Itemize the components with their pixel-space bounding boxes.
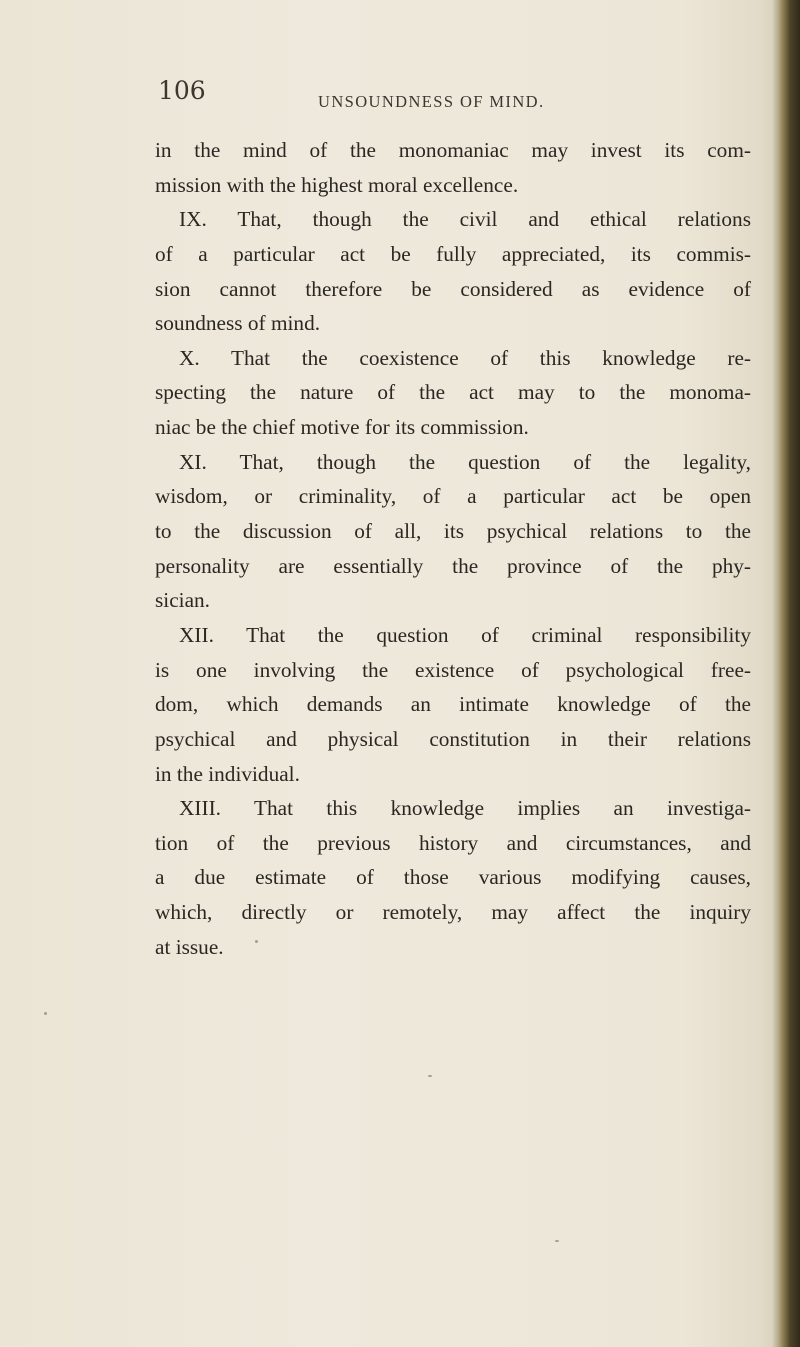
paper-speck (555, 1240, 559, 1242)
text-line: of a particular act be fully appreciated, its commis- (155, 241, 751, 266)
text-line: tion of the previous history and circumstances, and (155, 830, 751, 855)
text-line: a due estimate of those various modifying causes, (155, 865, 751, 890)
running-head-title: UNSOUNDNESS OF MIND. (318, 92, 545, 111)
text-line: is one involving the existence of psychological free- (155, 657, 751, 682)
text-line: in the mind of the monomaniac may invest its com- (155, 138, 751, 162)
page-number: 106 (158, 76, 206, 105)
text-line: niac be the chief motive for its commission. (155, 415, 529, 440)
text-line: X. That the coexistence of this knowledge re- (179, 345, 751, 370)
paper-speck (255, 940, 258, 943)
paper-speck (44, 1012, 47, 1015)
text-line: to the discussion of all, its psychical relations to the (155, 519, 751, 544)
text-line: dom, which demands an intimate knowledge of the (155, 692, 751, 717)
text-line: soundness of mind. (155, 311, 321, 336)
text-line: XI. That, though the question of the legality, (179, 449, 751, 474)
text-line: wisdom, or criminality, of a particular act be open (155, 484, 751, 509)
text-line: sion cannot therefore be considered as evidence of (155, 276, 751, 301)
text-line: sician. (155, 588, 210, 613)
text-line: mission with the highest moral excellence. (155, 172, 519, 197)
text-line: XII. That the question of criminal responsibility (179, 622, 751, 647)
text-line: at issue. (155, 934, 224, 959)
text-line: which, directly or remotely, may affect the inquiry (155, 900, 751, 925)
text-line: personality are essentially the province of the phy- (155, 553, 751, 578)
text-line: IX. That, though the civil and ethical relations (179, 207, 751, 232)
text-line: specting the nature of the act may to the monoma- (155, 380, 751, 405)
text-line: in the individual. (155, 761, 300, 786)
text-line: XIII. That this knowledge implies an investiga- (179, 796, 751, 821)
text-line: psychical and physical constitution in their relations (155, 726, 751, 751)
paper-speck (428, 1075, 432, 1077)
book-binding-edge (778, 0, 800, 1347)
running-head (158, 78, 758, 118)
body-text (155, 133, 751, 964)
